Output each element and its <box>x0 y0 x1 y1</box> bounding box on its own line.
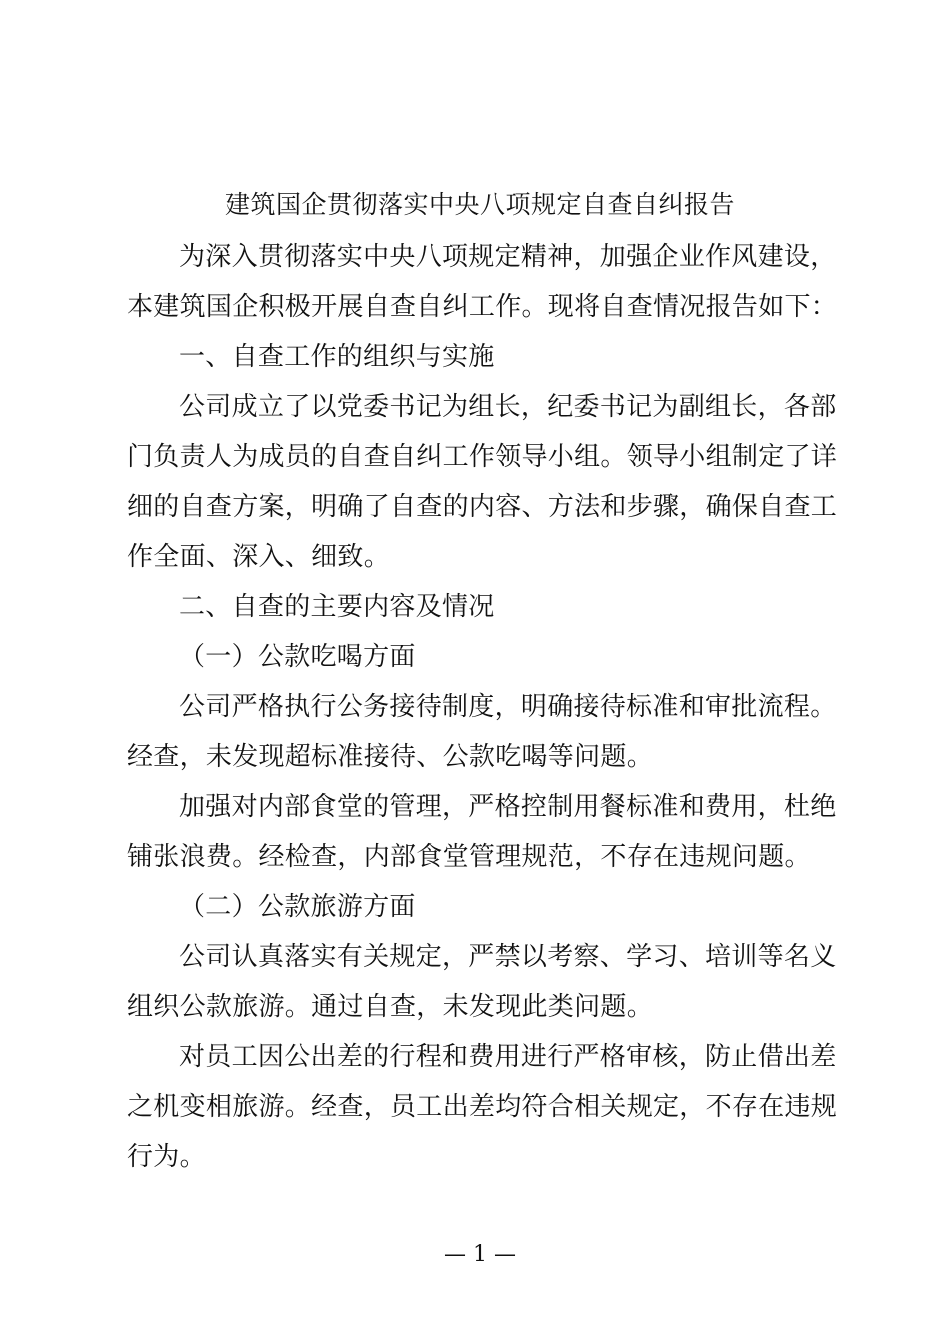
paragraph-line: 公司严格执行公务接待制度，明确接待标准和审批流程。 <box>179 692 837 722</box>
paragraph-line: 加强对内部食堂的管理，严格控制用餐标准和费用，杜绝 <box>179 792 837 822</box>
section-heading: 一、自查工作的组织与实施 <box>179 342 495 372</box>
paragraph-line: 之机变相旅游。经查，员工出差均符合相关规定，不存在违规 <box>127 1092 838 1122</box>
paragraph-line: 行为。 <box>127 1142 206 1172</box>
paragraph-line: 公司成立了以党委书记为组长，纪委书记为副组长，各部 <box>179 392 837 422</box>
paragraph-line: 作全面、深入、细致。 <box>127 542 391 572</box>
paragraph-line: 组织公款旅游。通过自查，未发现此类问题。 <box>127 992 654 1022</box>
paragraph-line: 本建筑国企积极开展自查自纠工作。现将自查情况报告如下： <box>127 292 838 322</box>
paragraph-line: 公司认真落实有关规定，严禁以考察、学习、培训等名义 <box>179 942 837 972</box>
section-heading: 二、自查的主要内容及情况 <box>179 592 495 622</box>
subsection-heading: （二）公款旅游方面 <box>179 892 416 922</box>
paragraph-line: 铺张浪费。经检查，内部食堂管理规范，不存在违规问题。 <box>127 842 811 872</box>
subsection-heading: （一）公款吃喝方面 <box>179 642 416 672</box>
paragraph-line: 门负责人为成员的自查自纠工作领导小组。领导小组制定了详 <box>127 442 838 472</box>
paragraph-line: 细的自查方案，明确了自查的内容、方法和步骤，确保自查工 <box>127 492 838 522</box>
document-body <box>127 232 838 1182</box>
paragraph-line: 为深入贯彻落实中央八项规定精神，加强企业作风建设， <box>179 242 837 272</box>
document-title: 建筑国企贯彻落实中央八项规定自查自纠报告 <box>224 190 735 219</box>
paragraph-line: 对员工因公出差的行程和费用进行严格审核，防止借出差 <box>179 1042 837 1072</box>
page-number: — 1 — <box>444 1242 516 1267</box>
paragraph-line: 经查，未发现超标准接待、公款吃喝等问题。 <box>127 742 654 772</box>
